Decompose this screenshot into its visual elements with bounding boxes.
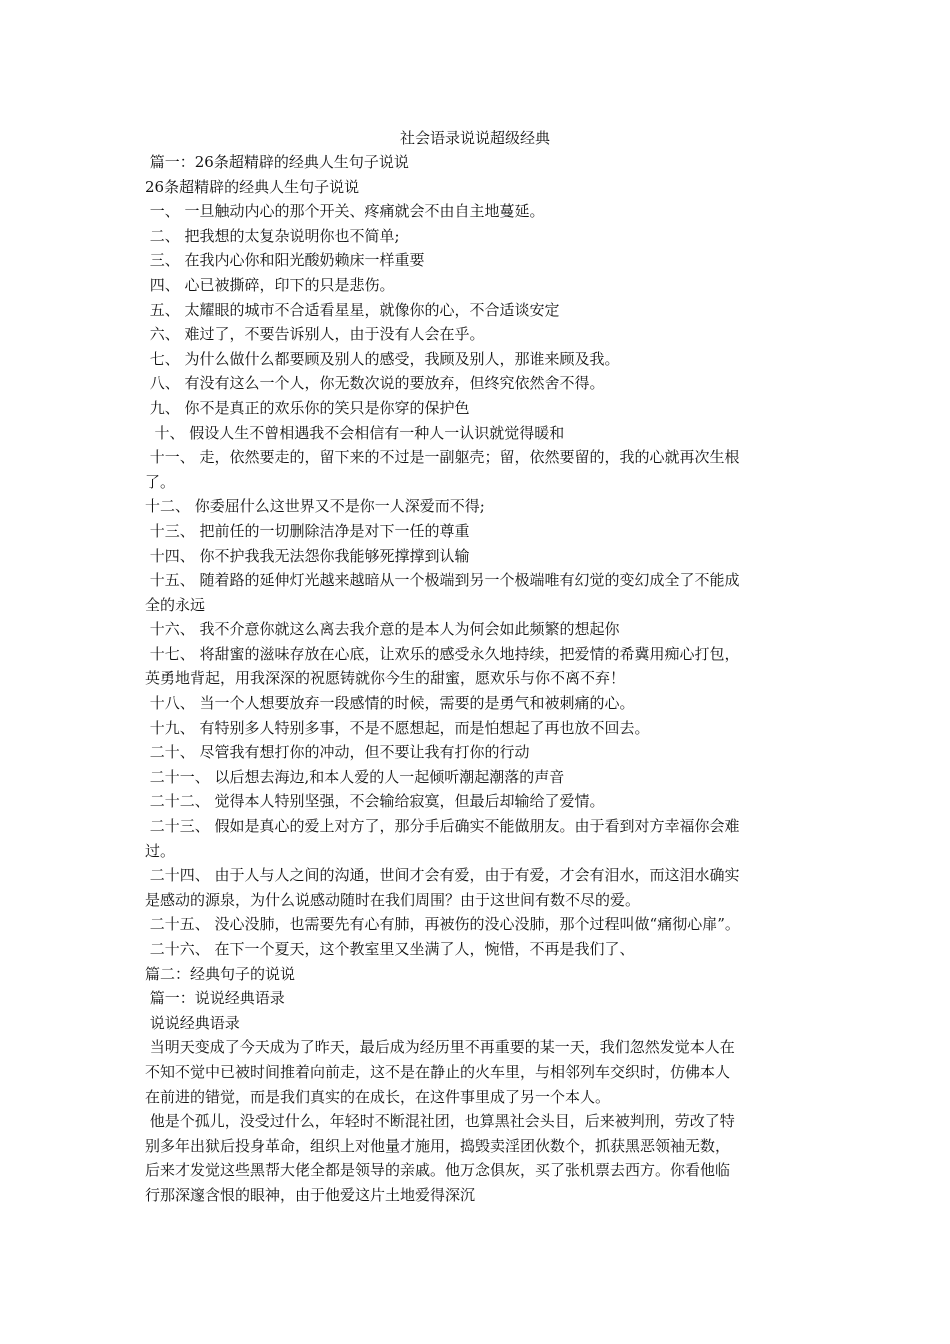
text-line: 26条超精辟的经典人生句子说说	[145, 177, 360, 196]
text-line: 不知不觉中已被时间推着向前走，这不是在静止的火车里，与相邻列车交织时，仿佛本人	[145, 1062, 731, 1081]
text-line: 五、 太耀眼的城市不合适看星星，就像你的心，不合适谈安定	[145, 300, 560, 319]
text-line: 九、 你不是真正的欢乐你的笑只是你穿的保护色	[145, 398, 470, 417]
text-line: 英勇地背起，用我深深的祝愿铸就你今生的甜蜜，愿欢乐与你不离不弃！	[145, 669, 626, 688]
text-line: 一、 一旦触动内心的那个开关、疼痛就会不由自主地蔓延。	[145, 202, 545, 221]
text-line: 四、 心已被撕碎，印下的只是悲伤。	[145, 275, 395, 294]
text-line: 十九、 有特别多人特别多事，不是不愿想起，而是怕想起了再也放不回去。	[145, 718, 650, 737]
text-line: 篇一：说说经典语录	[145, 989, 285, 1008]
text-line: 七、 为什么做什么都要顾及别人的感受，我顾及别人，那谁来顾及我。	[145, 349, 620, 368]
text-line: 十二、 你委屈什么这世界又不是你一人深爱而不得;	[145, 497, 485, 516]
text-line: 三、 在我内心你和阳光酸奶赖床一样重要	[145, 251, 425, 270]
text-line: 二十六、 在下一个夏天，这个教室里又坐满了人，惋惜，不再是我们了、	[145, 940, 635, 958]
text-line: 八、 有没有这么一个人，你无数次说的要放弃，但终究依然舍不得。	[145, 374, 605, 393]
text-line: 十三、 把前任的一切删除洁净是对下一任的尊重	[145, 521, 470, 540]
text-line: 了。	[145, 472, 176, 491]
text-line: 二十四、 由于人与人之间的沟通，世间才会有爱，由于有爱，才会有泪水，而这泪水确实	[145, 866, 740, 885]
text-line: 六、 难过了，不要告诉别人，由于没有人会在乎。	[145, 325, 485, 344]
text-line: 篇二：经典句子的说说	[145, 964, 296, 983]
text-line: 二十、 尽管我有想打你的冲动，但不要让我有打你的行动	[145, 743, 530, 762]
text-line: 行那深邃含恨的眼神，由于他爱这片土地爱得深沉	[145, 1185, 476, 1204]
document-body	[145, 150, 820, 1208]
text-line: 他是个孤儿，没受过什么，年轻时不断混社团，也算黑社会头目，后来被判刑，劳改了特	[145, 1112, 735, 1131]
text-line: 十、 假设人生不曾相遇我不会相信有一种人一认识就觉得暖和	[145, 423, 565, 442]
text-line: 篇一：26条超精辟的经典人生句子说说	[145, 153, 409, 171]
text-line: 二十五、 没心没肺，也需要先有心有肺，再被伤的没心没肺，那个过程叫做“痛彻心扉”。	[145, 915, 740, 934]
text-line: 过。	[145, 841, 176, 860]
text-line: 是感动的源泉，为什么说感动随时在我们周围？由于这世间有数不尽的爱。	[145, 890, 641, 909]
text-line: 当明天变成了今天成为了昨天，最后成为经历里不再重要的某一天，我们忽然发觉本人在	[145, 1038, 735, 1057]
document-title: 社会语录说说超级经典	[399, 129, 550, 147]
text-line: 在前进的错觉，而是我们真实的在成长，在这件事里成了另一个本人。	[145, 1087, 611, 1106]
text-line: 后来才发觉这些黑帮大佬全都是领导的亲戚。他万念俱灰，买了张机票去西方。你看他临	[145, 1161, 731, 1180]
text-line: 二十一、 以后想去海边,和本人爱的人一起倾听潮起潮落的声音	[145, 767, 565, 786]
text-line: 二十二、 觉得本人特别坚强，不会输给寂寞，但最后却输给了爱情。	[145, 792, 605, 811]
text-line: 二十三、 假如是真心的爱上对方了，那分手后确实不能做朋友。由于看到对方幸福你会难	[145, 817, 740, 836]
text-line: 十八、 当一个人想要放弃一段感情的时候，需要的是勇气和被刺痛的心。	[145, 694, 635, 713]
text-line: 十五、 随着路的延伸灯光越来越暗从一个极端到另一个极端唯有幻觉的变幻成全了不能成	[145, 571, 740, 590]
text-line: 二、 把我想的太复杂说明你也不简单;	[145, 226, 400, 245]
text-line: 十六、 我不介意你就这么离去我介意的是本人为何会如此频繁的想起你	[145, 620, 620, 639]
text-line: 别多年出狱后投身革命，组织上对他量才施用，捣毁卖淫团伙数个，抓获黑恶领袖无数，	[145, 1136, 731, 1155]
text-line: 全的永远	[145, 595, 206, 614]
text-line: 十一、 走，依然要走的，留下来的不过是一副躯壳；留，依然要留的，我的心就再次生根	[145, 448, 740, 467]
text-line: 说说经典语录	[145, 1013, 240, 1032]
text-line: 十四、 你不护我我无法怨你我能够死撑撑到认输	[145, 546, 470, 565]
text-line: 十七、 将甜蜜的滋味存放在心底，让欢乐的感受永久地持续，把爱情的希冀用痴心打包，	[145, 644, 740, 663]
